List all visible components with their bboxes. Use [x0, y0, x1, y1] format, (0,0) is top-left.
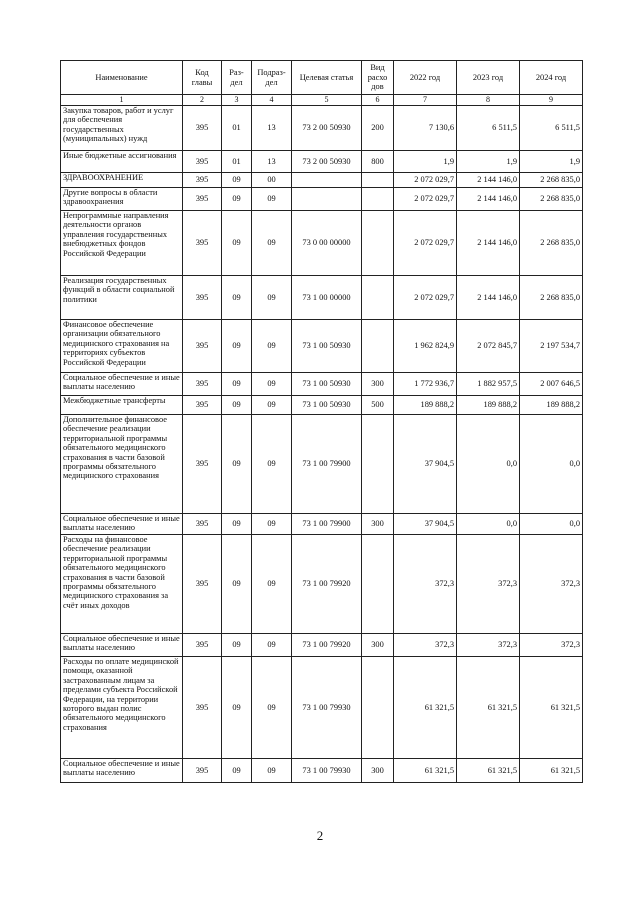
row-amount-2023: 1,9 [457, 151, 520, 173]
row-name: Расходы на финансовое обеспечение реализации территориальной программы обязательного медицинского страхования в части базовой программы обязательного медицинского страхования за счёт иных доходов [61, 535, 183, 634]
row-amount-2023: 61 321,5 [457, 657, 520, 759]
row-subsection: 09 [252, 514, 292, 535]
row-code: 395 [183, 211, 222, 276]
row-code: 395 [183, 396, 222, 415]
row-target-article: 73 0 00 00000 [292, 211, 362, 276]
table-row [61, 151, 583, 173]
row-expense-type: 800 [362, 151, 394, 173]
row-amount-2023: 372,3 [457, 634, 520, 657]
table-row [61, 415, 583, 514]
row-amount-2024: 1,9 [520, 151, 583, 173]
row-amount-2022: 7 130,6 [394, 106, 457, 151]
row-section: 09 [222, 415, 252, 514]
row-subsection: 09 [252, 535, 292, 634]
row-code: 395 [183, 634, 222, 657]
row-amount-2024: 2 268 835,0 [520, 276, 583, 320]
row-section: 09 [222, 173, 252, 188]
row-amount-2022: 372,3 [394, 535, 457, 634]
row-section: 01 [222, 151, 252, 173]
row-target-article: 73 1 00 50930 [292, 320, 362, 373]
col-header-code: Код главы [183, 61, 222, 95]
row-code: 395 [183, 535, 222, 634]
column-number: 9 [520, 95, 583, 106]
row-code: 395 [183, 514, 222, 535]
row-subsection: 09 [252, 634, 292, 657]
row-code: 395 [183, 759, 222, 783]
column-number: 2 [183, 95, 222, 106]
row-amount-2024: 0,0 [520, 514, 583, 535]
row-amount-2024: 61 321,5 [520, 759, 583, 783]
row-target-article: 73 1 00 79930 [292, 657, 362, 759]
row-amount-2023: 2 144 146,0 [457, 211, 520, 276]
row-name: Другие вопросы в области здравоохранения [61, 188, 183, 211]
row-name: Межбюджетные трансферты [61, 396, 183, 415]
row-target-article [292, 188, 362, 211]
row-section: 09 [222, 320, 252, 373]
row-section: 09 [222, 759, 252, 783]
row-subsection: 13 [252, 151, 292, 173]
row-amount-2022: 37 904,5 [394, 415, 457, 514]
row-subsection: 00 [252, 173, 292, 188]
column-number: 4 [252, 95, 292, 106]
row-expense-type [362, 535, 394, 634]
column-number-row [61, 95, 583, 106]
row-target-article: 73 1 00 79900 [292, 514, 362, 535]
row-amount-2023: 61 321,5 [457, 759, 520, 783]
column-number: 6 [362, 95, 394, 106]
table-row [61, 188, 583, 211]
row-amount-2024: 2 268 835,0 [520, 188, 583, 211]
col-header-type: Вид расхо дов [362, 61, 394, 95]
row-subsection: 09 [252, 211, 292, 276]
col-header-2023: 2023 год [457, 61, 520, 95]
row-amount-2024: 2 197 534,7 [520, 320, 583, 373]
row-amount-2024: 0,0 [520, 415, 583, 514]
col-header-2022: 2022 год [394, 61, 457, 95]
row-section: 09 [222, 514, 252, 535]
row-name: Социальное обеспечение и иные выплаты населению [61, 634, 183, 657]
row-amount-2022: 1,9 [394, 151, 457, 173]
row-expense-type [362, 657, 394, 759]
col-header-subsection: Подраз-дел [252, 61, 292, 95]
table-row [61, 211, 583, 276]
table-row [61, 320, 583, 373]
row-code: 395 [183, 188, 222, 211]
row-amount-2023: 1 882 957,5 [457, 373, 520, 396]
row-subsection: 09 [252, 276, 292, 320]
row-amount-2022: 61 321,5 [394, 657, 457, 759]
row-amount-2022: 2 072 029,7 [394, 211, 457, 276]
row-amount-2022: 1 962 824,9 [394, 320, 457, 373]
table-row [61, 657, 583, 759]
column-number: 8 [457, 95, 520, 106]
row-amount-2024: 61 321,5 [520, 657, 583, 759]
row-amount-2024: 2 268 835,0 [520, 211, 583, 276]
row-amount-2022: 189 888,2 [394, 396, 457, 415]
row-amount-2022: 2 072 029,7 [394, 173, 457, 188]
row-subsection: 09 [252, 188, 292, 211]
row-amount-2023: 2 144 146,0 [457, 188, 520, 211]
row-expense-type [362, 188, 394, 211]
row-amount-2023: 372,3 [457, 535, 520, 634]
row-amount-2024: 2 268 835,0 [520, 173, 583, 188]
table-row [61, 276, 583, 320]
row-section: 09 [222, 657, 252, 759]
row-code: 395 [183, 106, 222, 151]
row-name: Социальное обеспечение и иные выплаты населению [61, 514, 183, 535]
row-name: Социальное обеспечение и иные выплаты населению [61, 759, 183, 783]
row-amount-2023: 6 511,5 [457, 106, 520, 151]
row-expense-type: 500 [362, 396, 394, 415]
table-row [61, 535, 583, 634]
row-name: Закупка товаров, работ и услуг для обеспечения государственных (муниципальных) нужд [61, 106, 183, 151]
row-name: Дополнительное финансовое обеспечение реализации территориальной программы обязательного медицинского страхования в части базовой программы обязательного медицинского страхования [61, 415, 183, 514]
row-name: Иные бюджетные ассигнования [61, 151, 183, 173]
column-number: 1 [61, 95, 183, 106]
row-expense-type: 200 [362, 106, 394, 151]
budget-table [60, 60, 583, 783]
row-section: 09 [222, 396, 252, 415]
row-subsection: 13 [252, 106, 292, 151]
row-amount-2024: 372,3 [520, 634, 583, 657]
row-name: Социальное обеспечение и иные выплаты населению [61, 373, 183, 396]
row-expense-type [362, 173, 394, 188]
row-amount-2022: 2 072 029,7 [394, 188, 457, 211]
table-row [61, 514, 583, 535]
row-target-article: 73 1 00 79930 [292, 759, 362, 783]
row-amount-2024: 2 007 646,5 [520, 373, 583, 396]
row-target-article: 73 1 00 79920 [292, 634, 362, 657]
row-target-article: 73 1 00 50930 [292, 396, 362, 415]
column-number: 3 [222, 95, 252, 106]
row-section: 09 [222, 373, 252, 396]
row-expense-type: 300 [362, 759, 394, 783]
col-header-section: Раз-дел [222, 61, 252, 95]
col-header-name: Наименование [61, 61, 183, 95]
row-expense-type [362, 276, 394, 320]
table-row [61, 396, 583, 415]
row-amount-2022: 61 321,5 [394, 759, 457, 783]
row-target-article: 73 2 00 50930 [292, 106, 362, 151]
row-name: Реализация государственных функций в области социальной политики [61, 276, 183, 320]
row-target-article: 73 1 00 79920 [292, 535, 362, 634]
row-target-article: 73 1 00 00000 [292, 276, 362, 320]
row-amount-2024: 189 888,2 [520, 396, 583, 415]
col-header-article: Целевая статья [292, 61, 362, 95]
row-expense-type [362, 211, 394, 276]
row-name: Расходы по оплате медицинской помощи, оказанной застрахованным лицам за пределами субъекта Российской Федерации, на территории которого выдан полис обязательного медицинского страхования [61, 657, 183, 759]
row-amount-2022: 372,3 [394, 634, 457, 657]
row-amount-2022: 1 772 936,7 [394, 373, 457, 396]
row-subsection: 09 [252, 415, 292, 514]
row-expense-type [362, 320, 394, 373]
row-target-article [292, 173, 362, 188]
row-name: Финансовое обеспечение организации обязательного медицинского страхования на территориях субъектов Российской Федерации [61, 320, 183, 373]
row-amount-2024: 6 511,5 [520, 106, 583, 151]
table-row [61, 759, 583, 783]
row-amount-2023: 2 072 845,7 [457, 320, 520, 373]
row-amount-2023: 2 144 146,0 [457, 276, 520, 320]
row-section: 09 [222, 634, 252, 657]
row-code: 395 [183, 276, 222, 320]
row-code: 395 [183, 657, 222, 759]
row-subsection: 09 [252, 657, 292, 759]
table-row [61, 634, 583, 657]
row-target-article: 73 1 00 79900 [292, 415, 362, 514]
row-section: 01 [222, 106, 252, 151]
table-header-row [61, 61, 583, 95]
row-section: 09 [222, 276, 252, 320]
row-code: 395 [183, 173, 222, 188]
row-amount-2023: 189 888,2 [457, 396, 520, 415]
page-number: 2 [316, 828, 324, 843]
table-row [61, 106, 583, 151]
row-code: 395 [183, 415, 222, 514]
row-amount-2023: 0,0 [457, 514, 520, 535]
table-row [61, 373, 583, 396]
row-section: 09 [222, 188, 252, 211]
row-amount-2024: 372,3 [520, 535, 583, 634]
row-amount-2022: 37 904,5 [394, 514, 457, 535]
row-amount-2023: 2 144 146,0 [457, 173, 520, 188]
row-name: Непрограммные направления деятельности органов управления государственных внебюджетных фондов Российской Федерации [61, 211, 183, 276]
row-subsection: 09 [252, 373, 292, 396]
row-code: 395 [183, 151, 222, 173]
row-amount-2022: 2 072 029,7 [394, 276, 457, 320]
row-expense-type: 300 [362, 634, 394, 657]
row-target-article: 73 2 00 50930 [292, 151, 362, 173]
row-target-article: 73 1 00 50930 [292, 373, 362, 396]
row-expense-type: 300 [362, 514, 394, 535]
row-subsection: 09 [252, 396, 292, 415]
row-subsection: 09 [252, 759, 292, 783]
table-row [61, 173, 583, 188]
row-section: 09 [222, 211, 252, 276]
row-subsection: 09 [252, 320, 292, 373]
col-header-2024: 2024 год [520, 61, 583, 95]
row-expense-type [362, 415, 394, 514]
row-expense-type: 300 [362, 373, 394, 396]
column-number: 7 [394, 95, 457, 106]
row-name: ЗДРАВООХРАНЕНИЕ [61, 173, 183, 188]
row-code: 395 [183, 320, 222, 373]
row-code: 395 [183, 373, 222, 396]
row-amount-2023: 0,0 [457, 415, 520, 514]
row-section: 09 [222, 535, 252, 634]
column-number: 5 [292, 95, 362, 106]
